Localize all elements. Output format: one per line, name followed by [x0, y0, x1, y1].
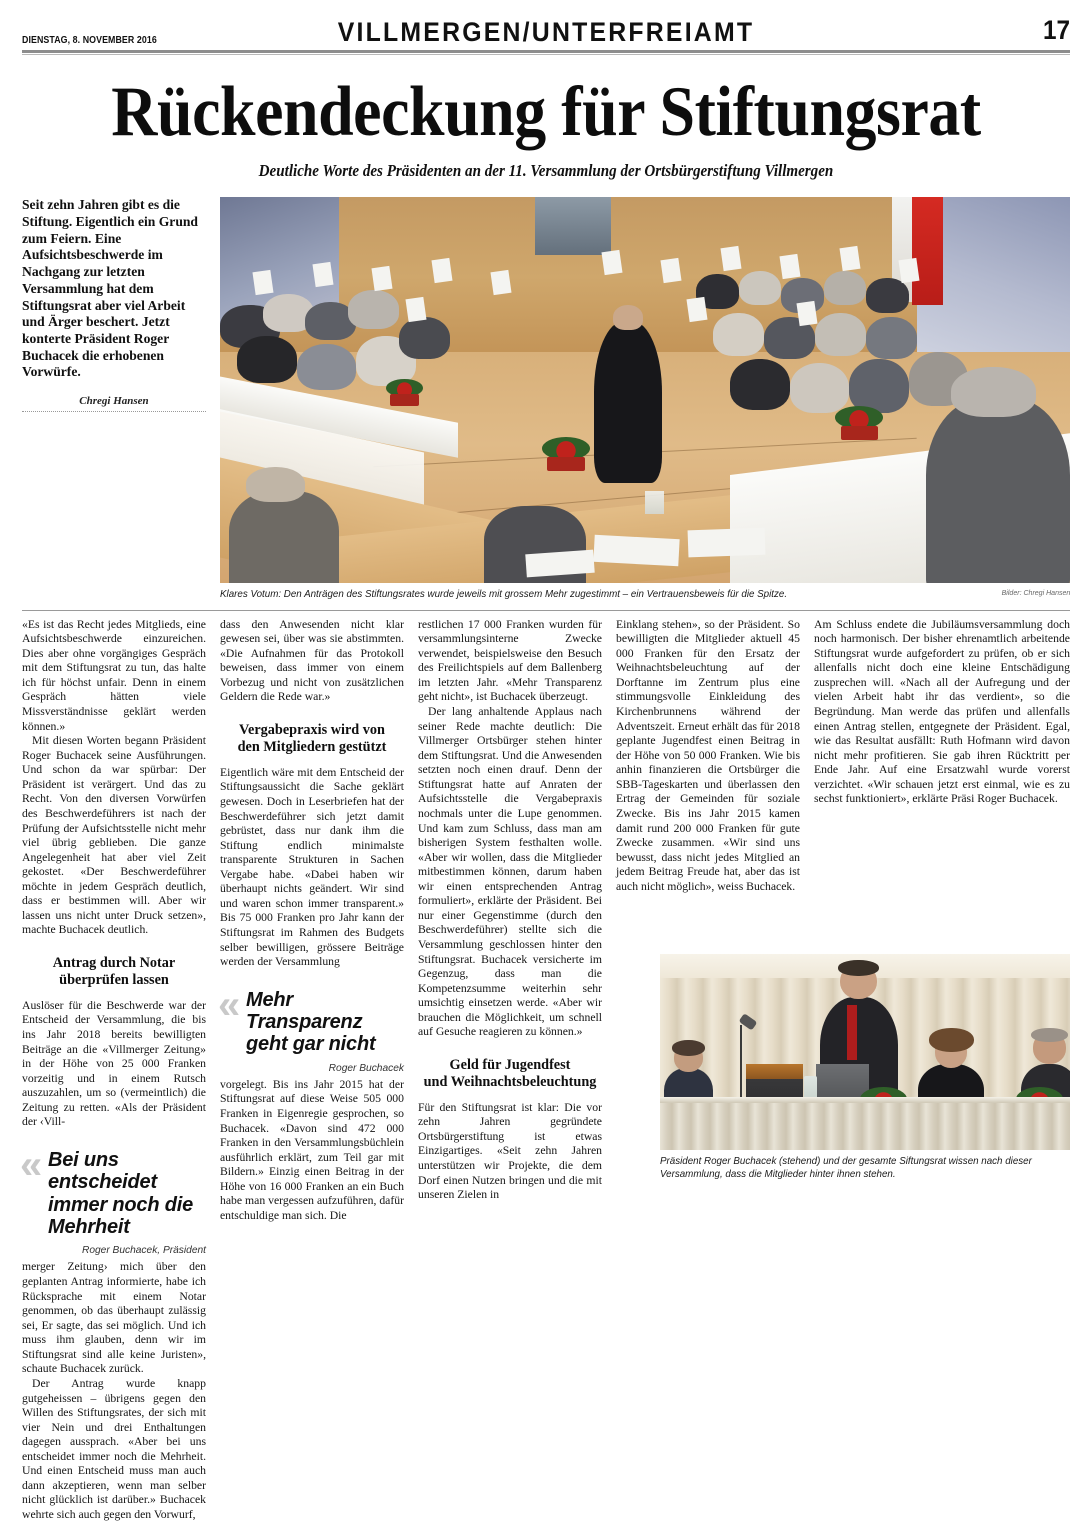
subheading-geld-jugendfest — [423, 1057, 598, 1092]
section-divider-rule — [22, 610, 1070, 611]
bottom-photo-caption: Präsident Roger Buchacek (stehend) und der gesamte Siftungsrat wissen nach dieser Versammlung, dass die Mitglieder hinter ihnen stehen. — [660, 1156, 1032, 1181]
lead-paragraph: Seit zehn Jahren gibt es die Stiftung. Eigentlich ein Grund zum Feiern. Eine Aufsichtsbeschwerde im Nachgang zur letzten Versammlung hat dem Stiftungsrat aber viel Arbeit und Ärger beschert. Jetzt konterte Präsident Roger Buchacek die erhobenen Vorwürfe. — [22, 197, 198, 380]
paragraph: Einklang stehen», so der Präsident. So bewilligten die Mitglieder aktuell 45 000 Franken für den Ersatz der Weihnachtsbeleuchtung auf der Dorftanne im Zentrum plus eine stimmungsvolle Einkleidung des Kirchenbrunnens während der Adventszeit. Erneut erhält das für 2018 geplante Jugendfest einen Beitrag in der Höhe von 50 000 Franken. Wie bis anhin finanzieren die Ortsbürger die SBB-Tageskarten und überlassen den Ertrag der Gemeinden für soziale Zwecke. Bis ins Jahr 2015 kamen damit rund 200 000 Franken für gute Zwecke zusammen. «Wir sind uns bewusst, dass nicht jedes Mitglied an jedem Beitrag Freude hat, aber das ist auch nicht möglich», weiss Buchacek. — [616, 617, 800, 893]
crowd-figure — [824, 271, 867, 306]
bottom-photo-block — [660, 954, 1070, 1182]
subheading-line-1: Antrag durch Notar — [52, 955, 176, 972]
foreground-man-head — [951, 367, 1036, 417]
foreground-figure — [229, 491, 340, 584]
subheading-line-1: Vergabepraxis wird von — [239, 722, 385, 739]
crowd-figure — [730, 359, 790, 409]
main-photo-caption: Klares Votum: Den Anträgen des Stiftungsrates wurde jeweils mit grossem Mehr zugestimmt – ein Vertrauensbeweis für die Spitze. — [220, 589, 788, 601]
ballot-paper — [720, 246, 741, 271]
subheading-line-2: überprüfen lassen — [59, 972, 169, 989]
masthead-date: DIENSTAG, 8. NOVEMBER 2016 — [22, 34, 157, 46]
crowd-figure — [713, 313, 764, 355]
ballot-paper — [312, 262, 333, 287]
president-necktie — [847, 1005, 858, 1060]
ballot-paper — [660, 258, 681, 283]
byline-divider — [22, 411, 206, 412]
poinsettia-plant — [390, 379, 419, 406]
pull-quote-author: Roger Buchacek — [328, 1062, 404, 1074]
pull-quote-1 — [20, 1142, 206, 1257]
speaker-head — [613, 305, 644, 330]
ballot-paper — [371, 266, 392, 291]
seated-woman-right-hair — [929, 1028, 974, 1052]
masthead-rule — [22, 50, 1070, 53]
paragraph: dass den Anwesenden nicht klar gewesen sei, über was sie abstimmten. «Die Aufnahmen für das Protokoll beweisen, dass immer von einem Vorbezug und nicht von zusätzlichen Geldern die Rede war.» — [220, 617, 404, 704]
paragraph: Eigentlich wäre mit dem Entscheid der Stiftungsaussicht die Sache geklärt gewesen. Doch in Leserbriefen hat der Beschwerdeführer sich jetzt damit gebrüstet, dass nur dank ihm die Stiftung endlich minimalste transparente Strukturen in Sachen Vergabe habe. «Dabei haben wir überhaupt nichts geändert. Wir sind und waren schon immer transparent.» Bis 75 000 Franken pro Jahr kann der Stiftungsrat im Rahmen des Budgets selber bewilligen, grössere Beiträge werden der Versammlung — [220, 765, 404, 969]
ballot-paper — [431, 258, 452, 283]
paragraph: merger Zeitung› mich über den geplanten Antrag informierte, habe ich Rücksprache mit einem Notar genommen, ob das überhaupt zulässig sei, Er sagte, das sei möglich. Und ich muss ihm glauben, denn wir im Stiftungsrat sind alle keine Juristen», schaute Buchacek zurück. — [22, 1260, 206, 1376]
article-subhead: Deutliche Worte des Präsidenten an der 11. Versammlung der Ortsbürgerstiftung Villmergen — [258, 161, 834, 181]
ballot-paper — [601, 250, 622, 275]
loudspeaker-grill — [746, 1064, 803, 1080]
article-headline: Rückendeckung für Stiftungsrat — [111, 73, 981, 151]
masthead — [22, 0, 1070, 48]
foreground-man-suit — [926, 398, 1071, 583]
crowd-figure — [297, 344, 357, 390]
hall-window — [535, 197, 612, 255]
pull-quote-text: Bei uns entscheidet immer noch die Mehrheit — [48, 1148, 194, 1239]
document-page — [687, 528, 764, 558]
standing-speaker — [594, 321, 662, 483]
paragraph: vorgelegt. Bis ins Jahr 2015 hat der Stiftungsrat auf diese Weise 505 000 Franken in Eigenregie gesprochen, so Buchacek. «Davon sind 472 000 Franken in den Versammlungsbüchlein ausführlich erklärt, zum Teil gar mit Bildern.» Einzig einen Beitrag in der Höhe von 16 000 Franken an ein Buch habe man vergessen aufzuführen, dafür entschuldige man sich. Die — [220, 1077, 404, 1222]
ballot-paper — [839, 246, 860, 271]
crowd-figure — [399, 317, 450, 359]
crowd-figure — [815, 313, 866, 355]
open-binder-page — [593, 535, 679, 566]
paragraph: Der lang anhaltende Applaus nach seiner Rede machte deutlich: Die Villmerger Ortsbürger stehen hinter dem Stiftungsrat. Und die Anwesenden setzten noch einen drauf. Denn der Stiftungsrat hatte auf Anraten der Aufsichtsstelle die Vergabepraxis nochmals unter die Lupe genommen. Und kam zum Schluss, dass man am bisherigen System festhalten wolle. «Aber wir wollen, dass die Mitglieder mitbestimmen können, darum haben wir einen entsprechenden Antrag formuliert», erklärte der Präsident. Bei nur einer Gegenstimme (durch den Beschwerdeführer) stellte sich die Versammlung geschlossen hinter den Stiftungsrat. Buchacek versicherte im Gegenzug, dass man die Kompetenzsumme weiterhin sehr umsichtig einsetzen werde. «Aber wir brauchen die Möglichkeit, um schnell auf Gesuche reagieren zu können.» — [418, 705, 602, 1039]
poinsettia-plant — [841, 406, 878, 441]
masthead-section-title: VILLMERGEN/UNTERFREIAMT — [337, 17, 755, 47]
masthead-rule-thin — [22, 54, 1070, 55]
body-column-1 — [22, 618, 206, 1523]
crowd-figure — [739, 271, 782, 306]
subheading-line-1: Geld für Jugendfest — [449, 1056, 571, 1073]
top-band — [22, 197, 1070, 583]
bottom-photo-panel — [660, 954, 1070, 1150]
subheading-line-2: den Mitgliedern gestützt — [237, 739, 387, 756]
ballot-paper — [490, 269, 511, 294]
main-photo-credit: Bilder: Chregi Hansen — [1001, 588, 1070, 598]
photo-illustration — [220, 197, 1070, 583]
crowd-figure — [866, 317, 917, 359]
lead-column — [22, 197, 206, 412]
foreground-figure-head — [246, 467, 306, 502]
body-column-3 — [418, 618, 602, 1523]
president-hair — [838, 960, 879, 976]
crowd-figure — [866, 278, 909, 313]
paragraph: restlichen 17 000 Franken wurden für versammlungsinterne Zwecke verwendet, beispielsweise den Besuch des Freilichtspiels auf dem Ballenberg im letzten Jahr. «Mehr Transparenz geht nicht», ist Buchacek überzeugt. — [418, 617, 602, 704]
quote-mark-icon: « — [20, 1142, 43, 1187]
ballot-paper — [686, 297, 707, 322]
ballot-paper — [252, 269, 273, 294]
crowd-figure — [237, 336, 297, 382]
ballot-paper — [796, 300, 817, 325]
paragraph: Auslöser für die Beschwerde war der Entscheid der Versammlung, die bis ins Jahr 2018 bereits bewilligten Beiträge an die «Villmerger Zeitung» in der Höhe von 25 000 Franken vorzeitig und in einem Rutsch auszuzahlen, um so (vermeintlich) die Zeitung zu retten. «Als der Präsident der ‹Vill- — [22, 998, 206, 1129]
seated-woman-left-hair — [672, 1040, 705, 1056]
pull-quote-2 — [218, 982, 404, 1074]
page-number: 17 — [1042, 15, 1070, 45]
article-byline: Chregi Hansen — [79, 395, 149, 408]
hall-banner-red — [912, 197, 943, 305]
quote-mark-icon: « — [218, 982, 241, 1027]
poinsettia-plant — [547, 437, 584, 472]
body-column-2 — [220, 618, 404, 1523]
pull-quote-text: Mehr Transparenz geht gar nicht — [246, 988, 376, 1056]
ballot-paper — [405, 297, 426, 322]
main-photo-caption-row — [220, 588, 1070, 601]
subheading-vergabepraxis — [225, 722, 400, 757]
paragraph: Der Antrag wurde knapp gutgeheissen – übrigens gegen den Willen des Stiftungsrates, der sich mit vier Nein und drei Enthaltungen dagegen aussprach. «Aber bei uns entscheidet immer noch die Mehrheit. Und einen Entscheid muss man auch dann akzeptieren, wenn man selber nicht glücklich ist darüber.» Buchacek wehrte sich auch gegen den Vorwurf, — [22, 1376, 206, 1521]
ballot-paper — [779, 254, 800, 279]
pull-quote-author: Roger Buchacek, Präsident — [81, 1245, 206, 1257]
seated-man-right-hair — [1031, 1028, 1068, 1042]
paragraph: «Es ist das Recht jedes Mitglieds, eine Aufsichtsbeschwerde einzureichen. Dies aber ohne vorgängiges Gespräch mit dem Stiftungsrat zu tun, das halte ich für höchst unfair. Denn in einem Gespräch hätten viele Missverständnisse geklärt werden können.» — [22, 617, 206, 733]
paragraph: Am Schluss endete die Jubiläumsversammlung doch noch harmonisch. Der bisher ehrenamtlich arbeitende Stiftungsrat wurde aufgefordert zu prüfen, ob er sich allenfalls nicht doch eine kleine Entschädigung zusprechen will. «Nach all der Aufregung und der vielen Arbeit habt ihr das verdient», so die Begründung. Man werde das prüfen und allenfalls einen Antrag stellen, entgegnete der Präsident. Egal, wie das Resultat ausfällt: Ruth Hofmann wird davon nicht mehr profitieren. Sie gab ihren Rücktritt per Ende Jahr. Auf eine Ersatzwahl wurde vorerst verzichtet. «Wir schauen jetzt erst einmal, wie es zu sechst funktioniert», erklärte Präsi Roger Buchacek. — [814, 617, 1070, 806]
crowd-figure — [348, 290, 399, 329]
panel-table-skirt — [660, 1103, 1070, 1150]
main-photo-assembly-hall — [220, 197, 1070, 583]
subheading-antrag-notar — [27, 955, 202, 990]
ballot-paper — [898, 258, 919, 283]
paragraph: Für den Stiftungsrat ist klar: Die vor zehn Jahren gegründete Ortsbürgerstiftung ist etwas Einzigartiges. «Seit zehn Jahren unterstützen wir Projekte, die dem Dorf einen Nutzen bringen und die mit unseren Zielen in — [418, 1100, 602, 1202]
paragraph: Mit diesen Worten begann Präsident Roger Buchacek seine Ausführungen. Und schon da war spürbar: Der Präsident ist verärgert. Und das zu Recht. Von den diversen Vorwürfen des Beschwerdeführers ist nach der Prüfung der Aufsichtsstelle nicht mehr viel übrig geblieben. Die ganze Angelegenheit hat aber viel Zeit gekostet. «Der Beschwerdeführer möchte in jedem Gespräch deutlich, dass er bestimmen will. Aber wir lassen uns nicht unter Druck setzen», machte Buchacek deutlich. — [22, 734, 206, 937]
drinking-glass — [645, 491, 664, 514]
subheading-line-2: und Weihnachtsbeleuchtung — [423, 1074, 597, 1091]
